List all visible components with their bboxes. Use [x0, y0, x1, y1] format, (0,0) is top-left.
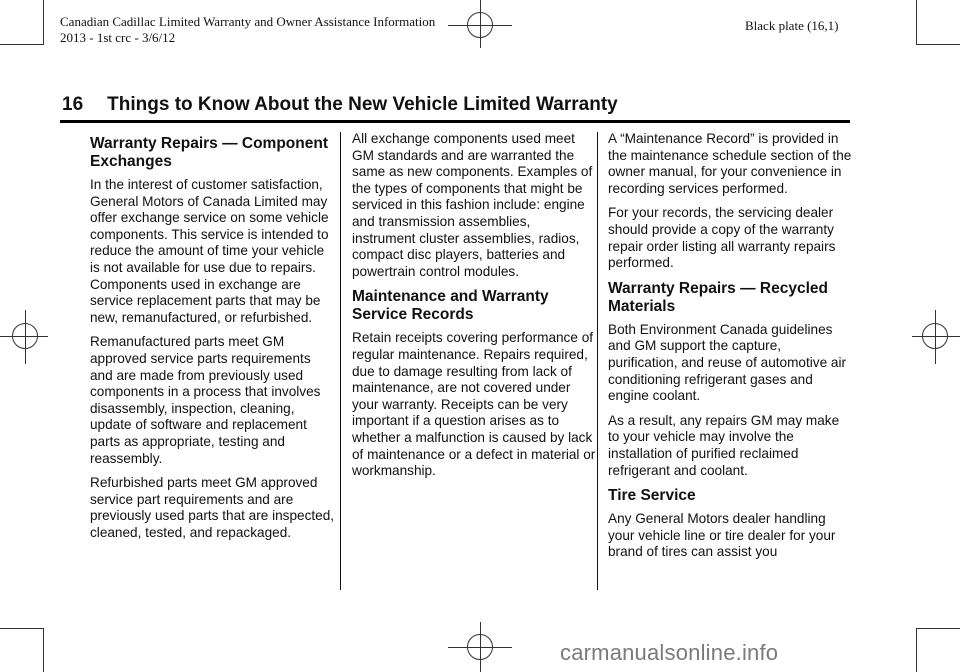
- crop-mark: [43, 0, 44, 44]
- column-divider: [340, 132, 341, 590]
- paragraph: For your records, the servicing dealer should provide a copy of the warranty repair order listing all warranty repairs performed.: [608, 205, 836, 271]
- column-3: [608, 131, 853, 569]
- page-title: [62, 94, 862, 116]
- crop-mark: [916, 628, 917, 672]
- column-2: [352, 131, 597, 488]
- registration-mark-line: [480, 622, 481, 672]
- crop-mark: [0, 44, 44, 45]
- registration-mark-line: [935, 310, 936, 364]
- section-heading: Warranty Repairs — Component Exchanges: [90, 135, 328, 170]
- section-heading: Warranty Repairs — Recycled Materials: [608, 279, 828, 315]
- registration-mark-line: [25, 310, 26, 364]
- page-number: 16: [62, 94, 84, 115]
- plate-label: Black plate (16,1): [745, 18, 839, 33]
- crop-mark: [0, 628, 44, 629]
- registration-mark-line: [912, 336, 960, 337]
- column-divider: [597, 132, 598, 590]
- column-1: [90, 131, 335, 549]
- page-title-text: Things to Know About the New Vehicle Limited Warranty: [107, 94, 618, 115]
- section-heading: Maintenance and Warranty Service Records: [352, 288, 549, 324]
- crop-mark: [43, 628, 44, 672]
- section-heading: Tire Service: [608, 487, 696, 505]
- paragraph: Refurbished parts meet GM approved service part requirements and are previously used parts that are inspected, cleaned, tested, and repackaged.: [90, 475, 335, 540]
- watermark: carmanualsonline.info: [560, 640, 779, 665]
- paragraph: Remanufactured parts meet GM approved service parts requirements and are made from previously used components in a process that involves disassembly, inspection, cleaning, update of software and replacement parts as appropriate, testing and reassembly.: [90, 334, 321, 466]
- crop-mark: [916, 0, 917, 44]
- paragraph: Retain receipts covering performance of regular maintenance. Repairs required, due to damage resulting from lack of maintenance, are not covered under your warranty. Receipts can be very important if a question arises as to whether a malfunction is caused by lack of maintenance or a defect in material or workmanship.: [352, 330, 596, 479]
- paragraph: All exchange components used meet GM standards and are warranted the same as new components. Examples of the types of components that might be serviced in this fashion include: engine and transmission assemblies, instrument cluster assemblies, radios, compact disc players, batteries and powertrain control modules.: [352, 131, 593, 279]
- paragraph: A “Maintenance Record” is provided in the maintenance schedule section of the owner manual, for your convenience in recording services performed.: [608, 131, 852, 196]
- title-rule: [60, 120, 850, 123]
- paragraph: Any General Motors dealer handling your vehicle line or tire dealer for your brand of tires can assist you: [608, 511, 836, 560]
- crop-mark: [916, 44, 960, 45]
- paragraph: In the interest of customer satisfaction, General Motors of Canada Limited may offer exchange service on some vehicle components. This service is intended to reduce the amount of time your vehicle is not available for use due to repairs. Components used in exchange are service replacement parts that may be new, remanufactured, or refurbished.: [90, 177, 329, 325]
- crop-mark: [916, 628, 960, 629]
- registration-mark-line: [480, 0, 481, 48]
- paragraph: Both Environment Canada guidelines and GM support the capture, purification, and reuse of automotive air conditioning refrigerant gases and engine coolant.: [608, 321, 847, 404]
- print-header-title: Canadian Cadillac Limited Warranty and Owner Assistance Information: [60, 14, 436, 29]
- print-header: [60, 14, 480, 46]
- registration-mark-line: [0, 336, 48, 337]
- paragraph: As a result, any repairs GM may make to your vehicle may involve the installation of purified reclaimed refrigerant and coolant.: [608, 412, 840, 478]
- print-header-revision: 2013 - 1st crc - 3/6/12: [60, 30, 176, 45]
